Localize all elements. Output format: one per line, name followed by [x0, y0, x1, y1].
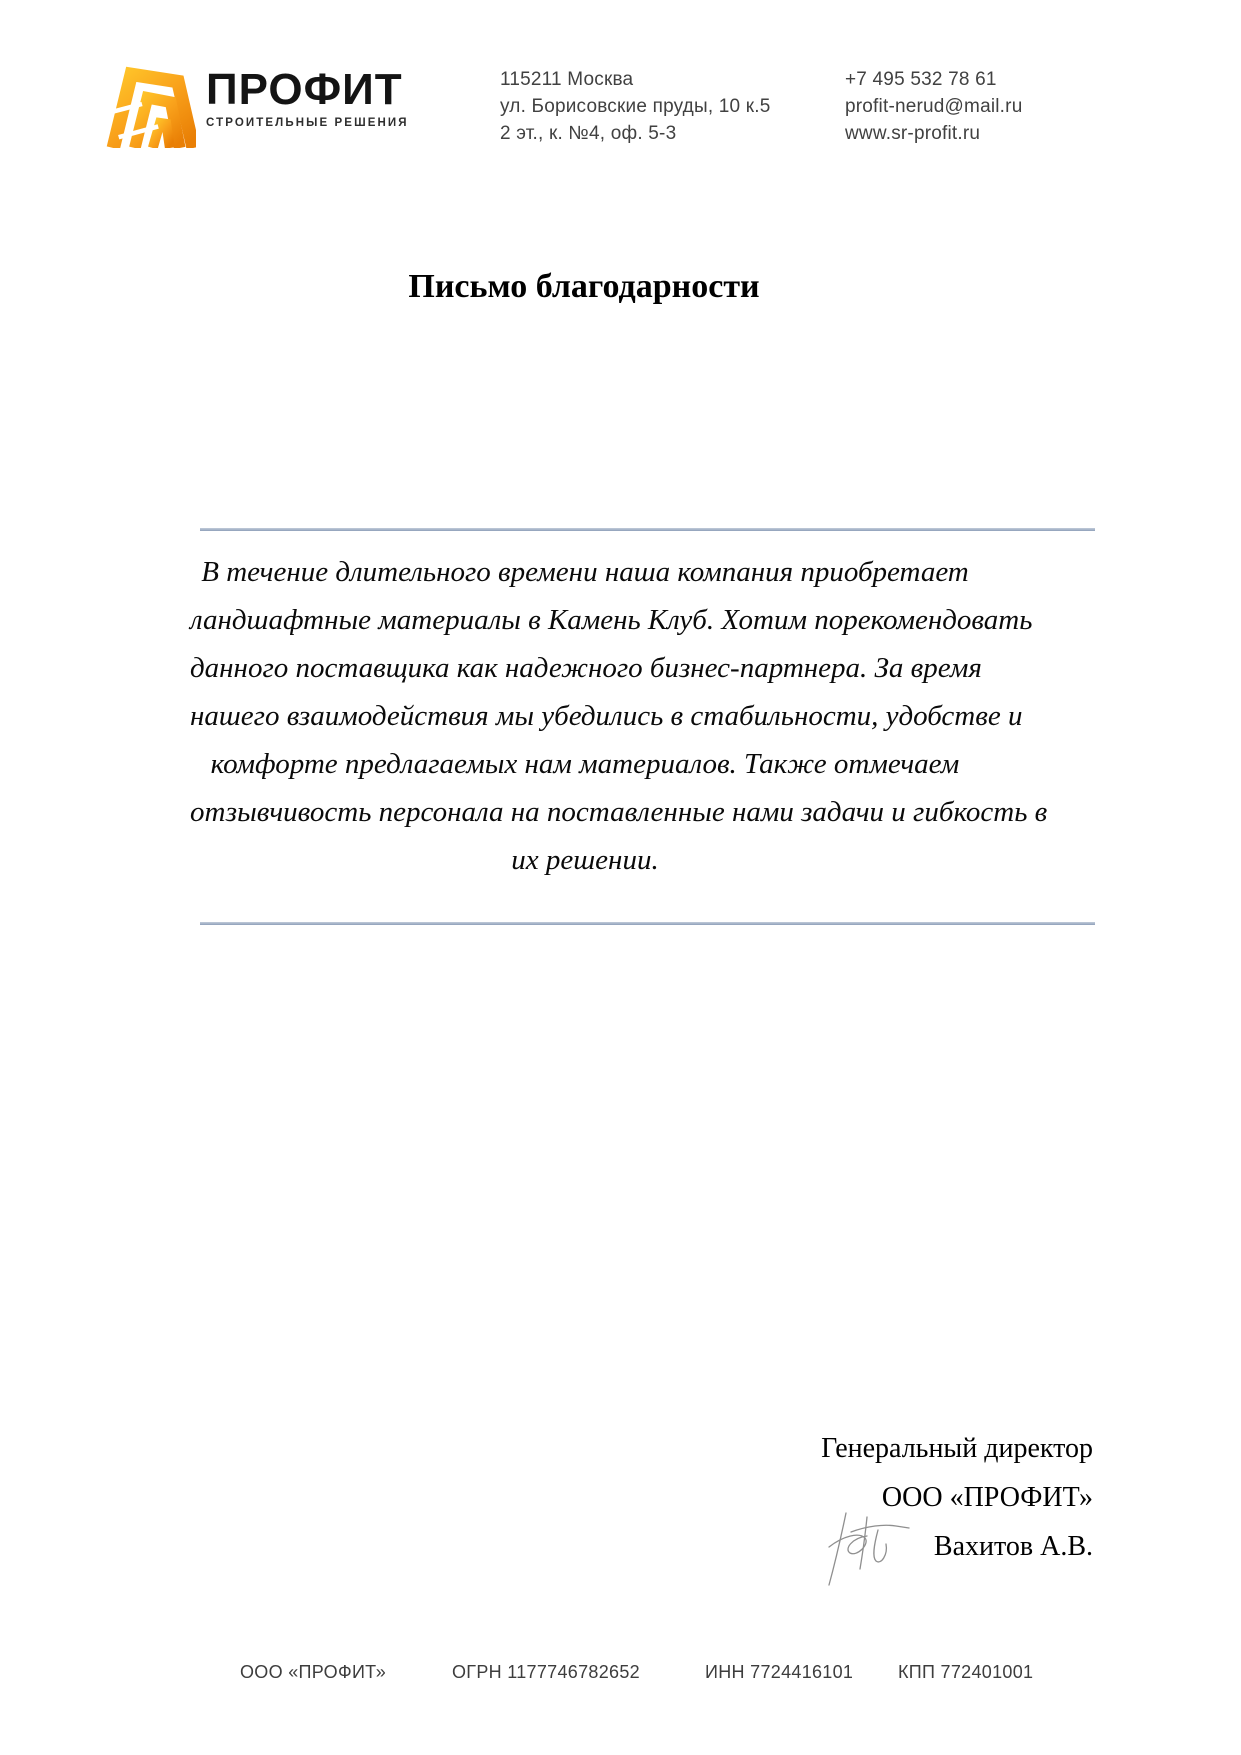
email-address: profit-nerud@mail.ru — [845, 96, 1023, 117]
company-address — [500, 66, 771, 147]
signatory-company: ООО «ПРОФИТ» — [881, 1482, 1093, 1513]
address-line-1: 115211 Москва — [500, 69, 634, 90]
body-line: их решении. — [511, 844, 659, 876]
page-title: Письмо благодарности — [408, 268, 760, 305]
signature-row — [821, 1522, 1093, 1571]
profit-logo-icon — [106, 60, 196, 148]
company-contacts — [845, 66, 1022, 147]
address-line-3: 2 эт., к. №4, оф. 5-3 — [500, 123, 677, 144]
body-line: данного поставщика как надежного бизнес-партнера. За время — [190, 652, 982, 684]
phone-number: +7 495 532 78 61 — [845, 69, 997, 90]
company-logo — [106, 60, 409, 148]
divider-bottom — [200, 922, 1095, 925]
footer-company: ООО «ПРОФИТ» — [240, 1662, 387, 1682]
signature-scribble — [821, 1525, 916, 1555]
body-line: В течение длительного времени наша компания приобретает — [201, 556, 969, 588]
body-line: отзывчивость персонала на поставленные нами задачи и гибкость в — [190, 796, 1048, 828]
logo-company-name: ПРОФИТ — [206, 65, 403, 114]
footer-inn: ИНН 7724416101 — [705, 1662, 854, 1682]
divider-top — [200, 528, 1095, 531]
footer-ogrn: ОГРН 1177746782652 — [452, 1662, 640, 1682]
logo-wordmark — [206, 60, 409, 129]
body-line: комфорте предлагаемых нам материалов. Также отмечаем — [210, 748, 960, 780]
address-line-2: ул. Борисовские пруды, 10 к.5 — [500, 96, 771, 117]
signature-block — [821, 1424, 1093, 1571]
signatory-position: Генеральный директор — [821, 1433, 1093, 1464]
body-line: ландшафтные материалы в Камень Клуб. Хотим порекомендовать — [190, 604, 1033, 636]
signatory-name: Вахитов А.В. — [933, 1531, 1093, 1562]
footer-kpp: КПП 772401001 — [898, 1662, 1034, 1682]
body-line: нашего взаимодействия мы убедились в стабильности, удобстве и — [190, 700, 1023, 732]
website-url: www.sr-profit.ru — [845, 123, 981, 144]
logo-tagline: СТРОИТЕЛЬНЫЕ РЕШЕНИЯ — [206, 117, 409, 129]
body-paragraph — [190, 548, 1048, 884]
